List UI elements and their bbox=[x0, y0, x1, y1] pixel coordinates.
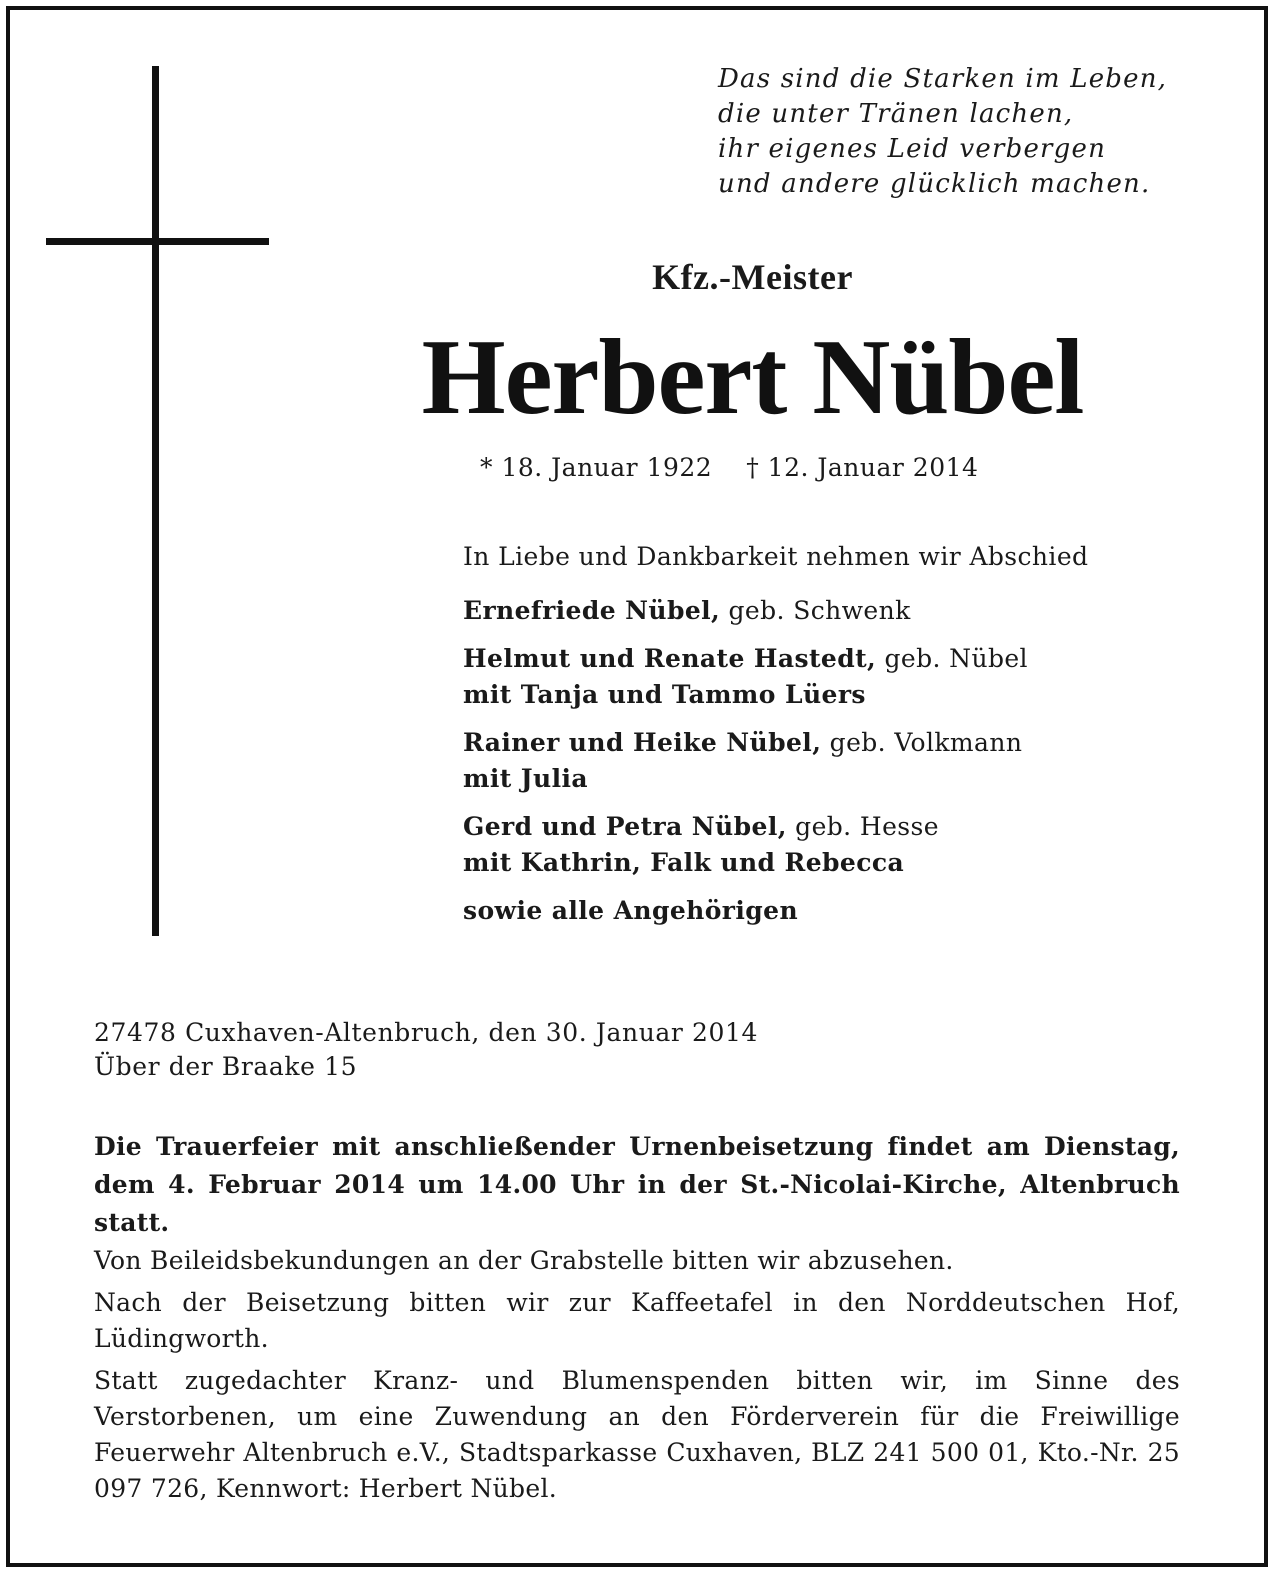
family-entry bbox=[463, 725, 1203, 797]
poem-line: die unter Tränen lachen, bbox=[718, 99, 1074, 129]
family-entry-children: mit Kathrin, Falk und Rebecca bbox=[463, 848, 905, 877]
birth-date: * 18. Januar 1922 bbox=[480, 453, 713, 482]
family-entry-name: Ernefriede Nübel, bbox=[463, 596, 721, 625]
poem-line: Das sind die Starken im Leben, bbox=[718, 64, 1168, 94]
family-entry-maiden: geb. Hesse bbox=[786, 812, 939, 841]
family-entry bbox=[463, 593, 1203, 629]
family-entry-maiden: geb. Volkmann bbox=[821, 728, 1023, 757]
family-closing: sowie alle Angehörigen bbox=[463, 896, 799, 925]
occupation-title: Kfz.-Meister bbox=[652, 257, 853, 297]
family-entry bbox=[463, 641, 1203, 713]
family-entry-name: Rainer und Heike Nübel, bbox=[463, 728, 822, 757]
life-dates bbox=[480, 453, 1080, 482]
poem-line: ihr eigenes Leid verbergen bbox=[718, 134, 1107, 164]
address-line: Über der Braake 15 bbox=[94, 1052, 358, 1081]
family-entry-name: Gerd und Petra Nübel, bbox=[463, 812, 787, 841]
family-entry-maiden: geb. Nübel bbox=[876, 644, 1028, 673]
note-paragraph: Statt zugedachter Kranz- und Blumenspenden bitten wir, im Sinne des Verstorbenen, um eine Zuwendung an den Förderverein für die Freiwillige Feuerwehr Altenbruch e.V., Stadtsparkasse Cuxhaven, BLZ 241 500 01, Kto.-Nr. 25 097 726, Kennwort: Herbert Nübel. bbox=[94, 1366, 1180, 1503]
farewell-intro: In Liebe und Dankbarkeit nehmen wir Abschied bbox=[463, 542, 1089, 571]
family-entry-children: mit Tanja und Tammo Lüers bbox=[463, 680, 866, 709]
deceased-name: Herbert Nübel bbox=[421, 318, 1084, 437]
family-entry bbox=[463, 809, 1203, 881]
family-entry-name: Helmut und Renate Hastedt, bbox=[463, 644, 877, 673]
place-and-date bbox=[94, 1016, 1094, 1084]
cross-horizontal-bar bbox=[46, 238, 269, 245]
note-paragraph: Von Beileidsbekundungen an der Grabstelle bitten wir abzusehen. bbox=[94, 1246, 954, 1275]
poem-line: und andere glücklich machen. bbox=[718, 169, 1151, 199]
family-entry-maiden: geb. Schwenk bbox=[720, 596, 911, 625]
poem bbox=[718, 62, 1238, 202]
family-section bbox=[463, 542, 1203, 941]
death-date: † 12. Januar 2014 bbox=[746, 453, 979, 482]
place-date-line: 27478 Cuxhaven-Altenbruch, den 30. Januar 2014 bbox=[94, 1018, 759, 1047]
cross-vertical-bar bbox=[152, 66, 159, 936]
notes-section bbox=[94, 1243, 1180, 1513]
funeral-service-info: Die Trauerfeier mit anschließender Urnenbeisetzung findet am Dienstag, dem 4. Februar 2014 um 14.00 Uhr in der St.-Nicolai-Kirche, Altenbruch statt. bbox=[94, 1132, 1180, 1237]
family-entry-children: mit Julia bbox=[463, 764, 588, 793]
note-paragraph: Nach der Beisetzung bitten wir zur Kaffeetafel in den Norddeutschen Hof, Lüdingworth. bbox=[94, 1288, 1180, 1353]
